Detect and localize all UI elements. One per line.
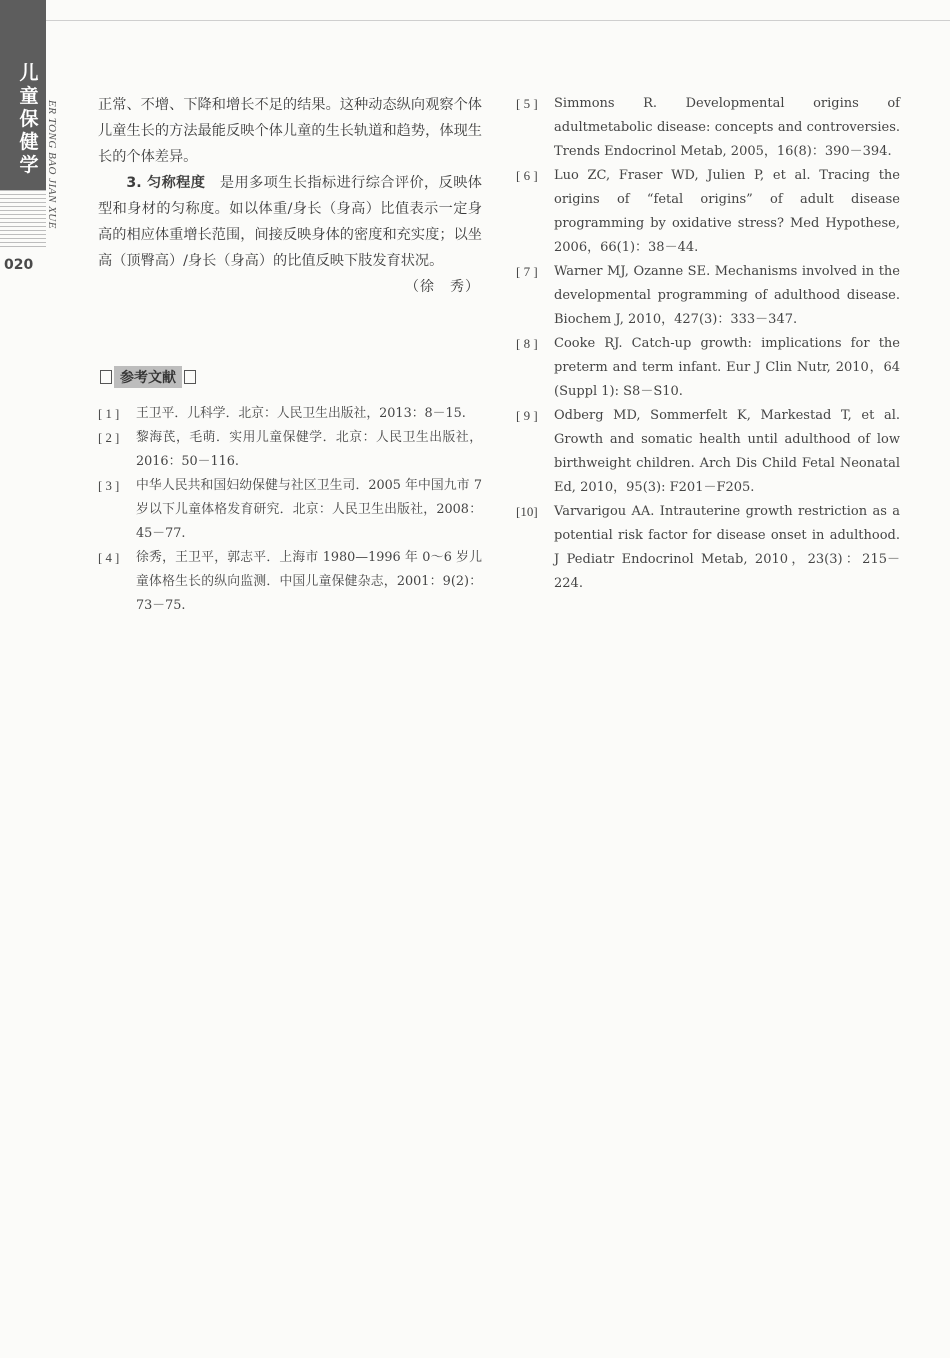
references-title: 参考文献 — [114, 366, 182, 388]
body-paragraph: 正常、不增、下降和增长不足的结果。这种动态纵向观察个体儿童生长的方法最能反映个体儿童的生长轨道和趋势，体现生长的个体差异。 — [98, 97, 482, 165]
side-title-char: 保 — [19, 108, 39, 130]
left-column — [98, 92, 482, 300]
page-number: 020 — [4, 257, 34, 273]
reference-text: Simmons R. Developmental origins of adultmetabolic disease: concepts and controversies. Trends Endocrinol Metab, 2005，16(8)：390－394. — [554, 96, 900, 159]
reference-number: [ 5 ] — [516, 96, 538, 111]
subheading: 3. 匀称程度 — [126, 175, 206, 191]
heading-bracket-left — [100, 370, 112, 384]
reference-text: Cooke RJ. Catch-up growth: implications for the preterm and term infant. Eur J Clin Nutr, 2010，64 (Suppl 1): S8－S10. — [554, 336, 900, 399]
reference-item — [516, 260, 900, 332]
reference-item — [98, 474, 482, 546]
header-rule — [46, 20, 950, 21]
side-title-char: 学 — [19, 154, 39, 176]
reference-number: [ 8 ] — [516, 336, 538, 351]
side-title-char: 童 — [19, 85, 39, 107]
reference-item — [516, 404, 900, 500]
reference-number: [10] — [516, 504, 538, 519]
reference-number: [ 7 ] — [516, 264, 538, 279]
reference-item — [98, 426, 482, 474]
reference-number: [ 3 ] — [98, 479, 120, 493]
reference-text: 王卫平．儿科学．北京：人民卫生出版社，2013：8－15. — [136, 406, 466, 421]
reference-text: 徐秀，王卫平，郭志平．上海市 1980—1996 年 0～6 岁儿童体格生长的纵向监测．中国儿童保健杂志，2001：9(2)：73－75. — [136, 550, 482, 613]
reference-number: [ 6 ] — [516, 168, 538, 183]
reference-text: Luo ZC, Fraser WD, Julien P, et al. Tracing the origins of “fetal origins” of adult disease programming by oxidative stress? Med Hypothese, 2006，66(1)：38－44. — [554, 168, 900, 255]
paragraph-text: 是用多项生长指标进行综合评价，反映体型和身材的匀称度。如以体重/身长（身高）比值表示一定身高的相应体重增长范围，间接反映身体的密度和充实度；以坐高（顶臀高）/身长（身高）的比值反映下肢发育状况。 — [98, 175, 482, 269]
author-signature: （徐 秀） — [405, 279, 480, 295]
side-title — [14, 62, 44, 177]
reference-item — [516, 92, 900, 164]
reference-number: [ 9 ] — [516, 408, 538, 423]
reference-number: [ 1 ] — [98, 407, 120, 421]
reference-item — [516, 164, 900, 260]
reference-number: [ 2 ] — [98, 431, 120, 445]
reference-text: Warner MJ, Ozanne SE. Mechanisms involved in the developmental programming of adulthood disease. Biochem J, 2010，427(3)：333－347. — [554, 264, 900, 327]
reference-text: 黎海芪，毛萌．实用儿童保健学．北京：人民卫生出版社，2016：50－116. — [136, 430, 482, 469]
reference-text: Varvarigou AA. Intrauterine growth restriction as a potential risk factor for disease onset in adulthood. J Pediatr Endocrinol Metab, 2010，23(3)：215－224. — [554, 504, 900, 591]
body-paragraph-2 — [98, 170, 482, 274]
reference-list-right — [516, 92, 900, 596]
reference-item — [516, 332, 900, 404]
side-pinyin: ER TONG BAO JIAN XUE — [46, 100, 58, 229]
side-decor-lines — [0, 190, 46, 250]
reference-text: Odberg MD, Sommerfelt K, Markestad T, et al. Growth and somatic health until adulthood of low birthweight children. Arch Dis Child Fetal Neonatal Ed, 2010，95(3): F201－F205. — [554, 408, 900, 495]
heading-bracket-right — [184, 370, 196, 384]
side-title-char: 健 — [19, 131, 39, 153]
reference-item — [516, 500, 900, 596]
reference-item — [98, 402, 482, 426]
reference-list-left — [98, 402, 482, 618]
references-heading — [100, 366, 196, 388]
reference-number: [ 4 ] — [98, 551, 120, 565]
side-title-char: 儿 — [19, 62, 39, 84]
reference-item — [98, 546, 482, 618]
reference-text: 中华人民共和国妇幼保健与社区卫生司．2005 年中国九市 7 岁以下儿童体格发育研究．北京：人民卫生出版社，2008：45－77. — [136, 478, 482, 541]
